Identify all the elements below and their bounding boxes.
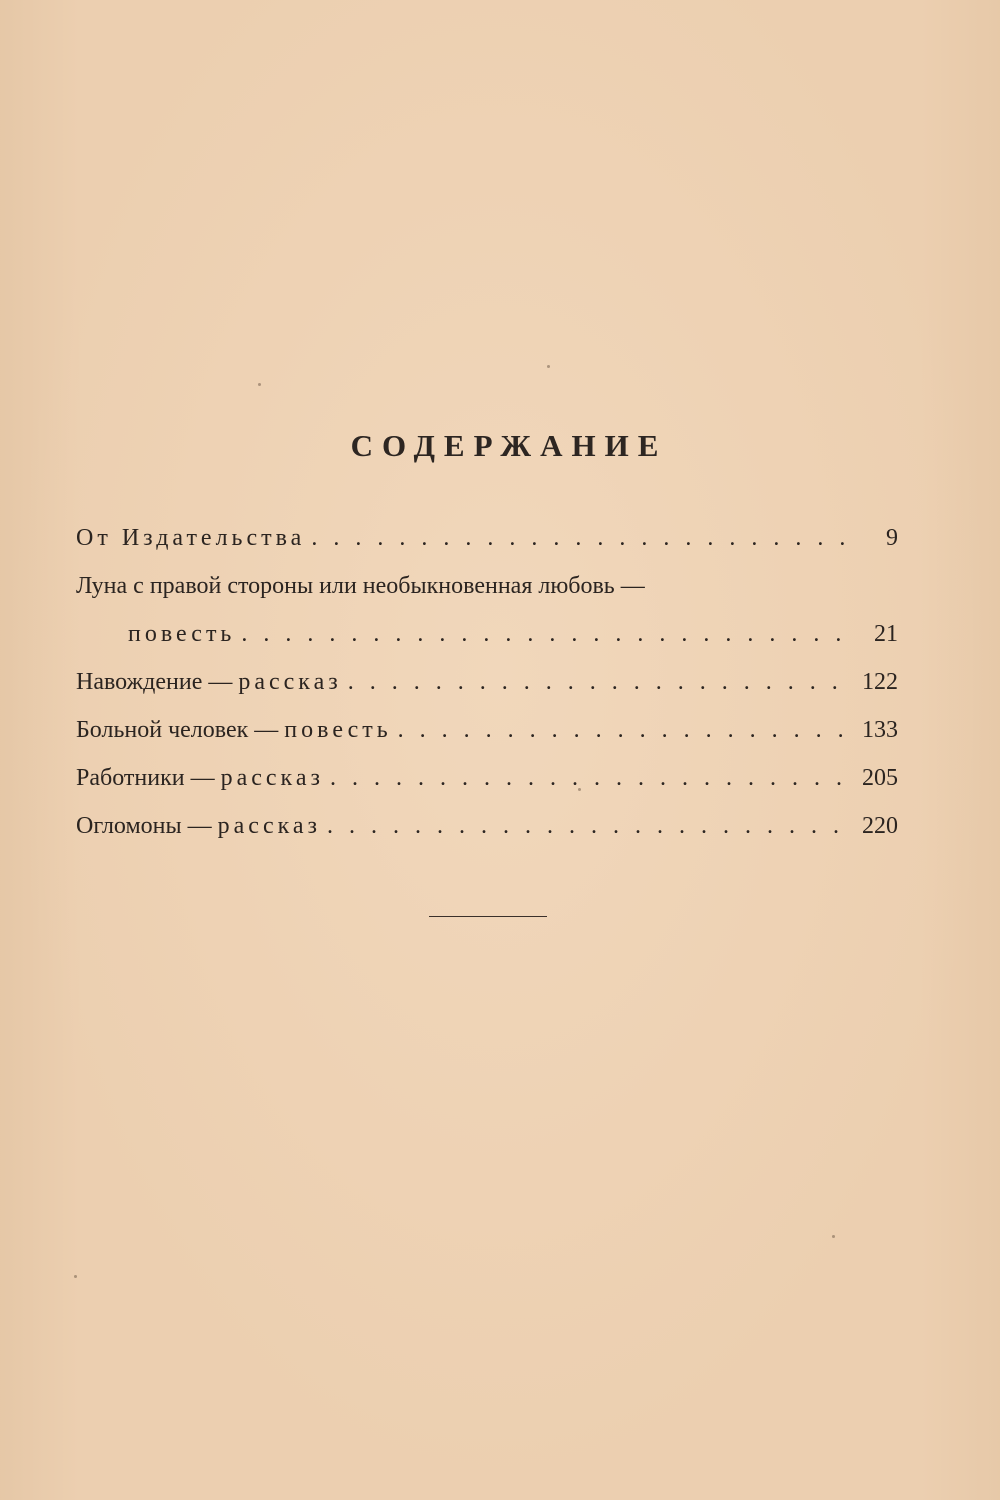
toc-entry-genre: повесть [128, 621, 236, 647]
toc-entry [76, 658, 898, 706]
dot-leader [327, 802, 848, 850]
toc-entry-title: От Издательства [76, 525, 306, 551]
paper-speck [832, 1235, 835, 1238]
toc-entry-title: Огломоны — рассказ [76, 813, 322, 839]
closing-rule [429, 916, 547, 917]
toc-entry-page: 133 [862, 717, 898, 743]
paper-speck [547, 365, 550, 368]
dot-leader [398, 706, 848, 754]
paper-speck [74, 1275, 77, 1278]
toc-entry-page: 220 [862, 813, 898, 839]
toc-entry-line1 [76, 562, 898, 610]
toc-entry [76, 706, 898, 754]
page-title: СОДЕРЖАНИЕ [350, 428, 668, 463]
toc-entry [76, 754, 898, 802]
toc-entry-title: Работники — рассказ [76, 765, 324, 791]
table-of-contents [76, 514, 898, 850]
toc-entry-title: Луна с правой стороны или необыкновенная любовь — [76, 573, 645, 599]
dot-leader [330, 754, 848, 802]
dot-leader [311, 514, 848, 562]
toc-entry [76, 802, 898, 850]
toc-entry-page: 9 [886, 525, 898, 551]
toc-entry-page: 122 [862, 669, 898, 695]
toc-entry-page: 205 [862, 765, 898, 791]
paper-speck [258, 383, 261, 386]
toc-entry-title: Больной человек — повесть [76, 717, 392, 743]
dot-leader [348, 658, 848, 706]
toc-entry [76, 610, 898, 658]
toc-entry-title: Навождение — рассказ [76, 669, 342, 695]
dot-leader [241, 610, 848, 658]
toc-entry [76, 514, 898, 562]
toc-entry-page: 21 [874, 621, 898, 647]
